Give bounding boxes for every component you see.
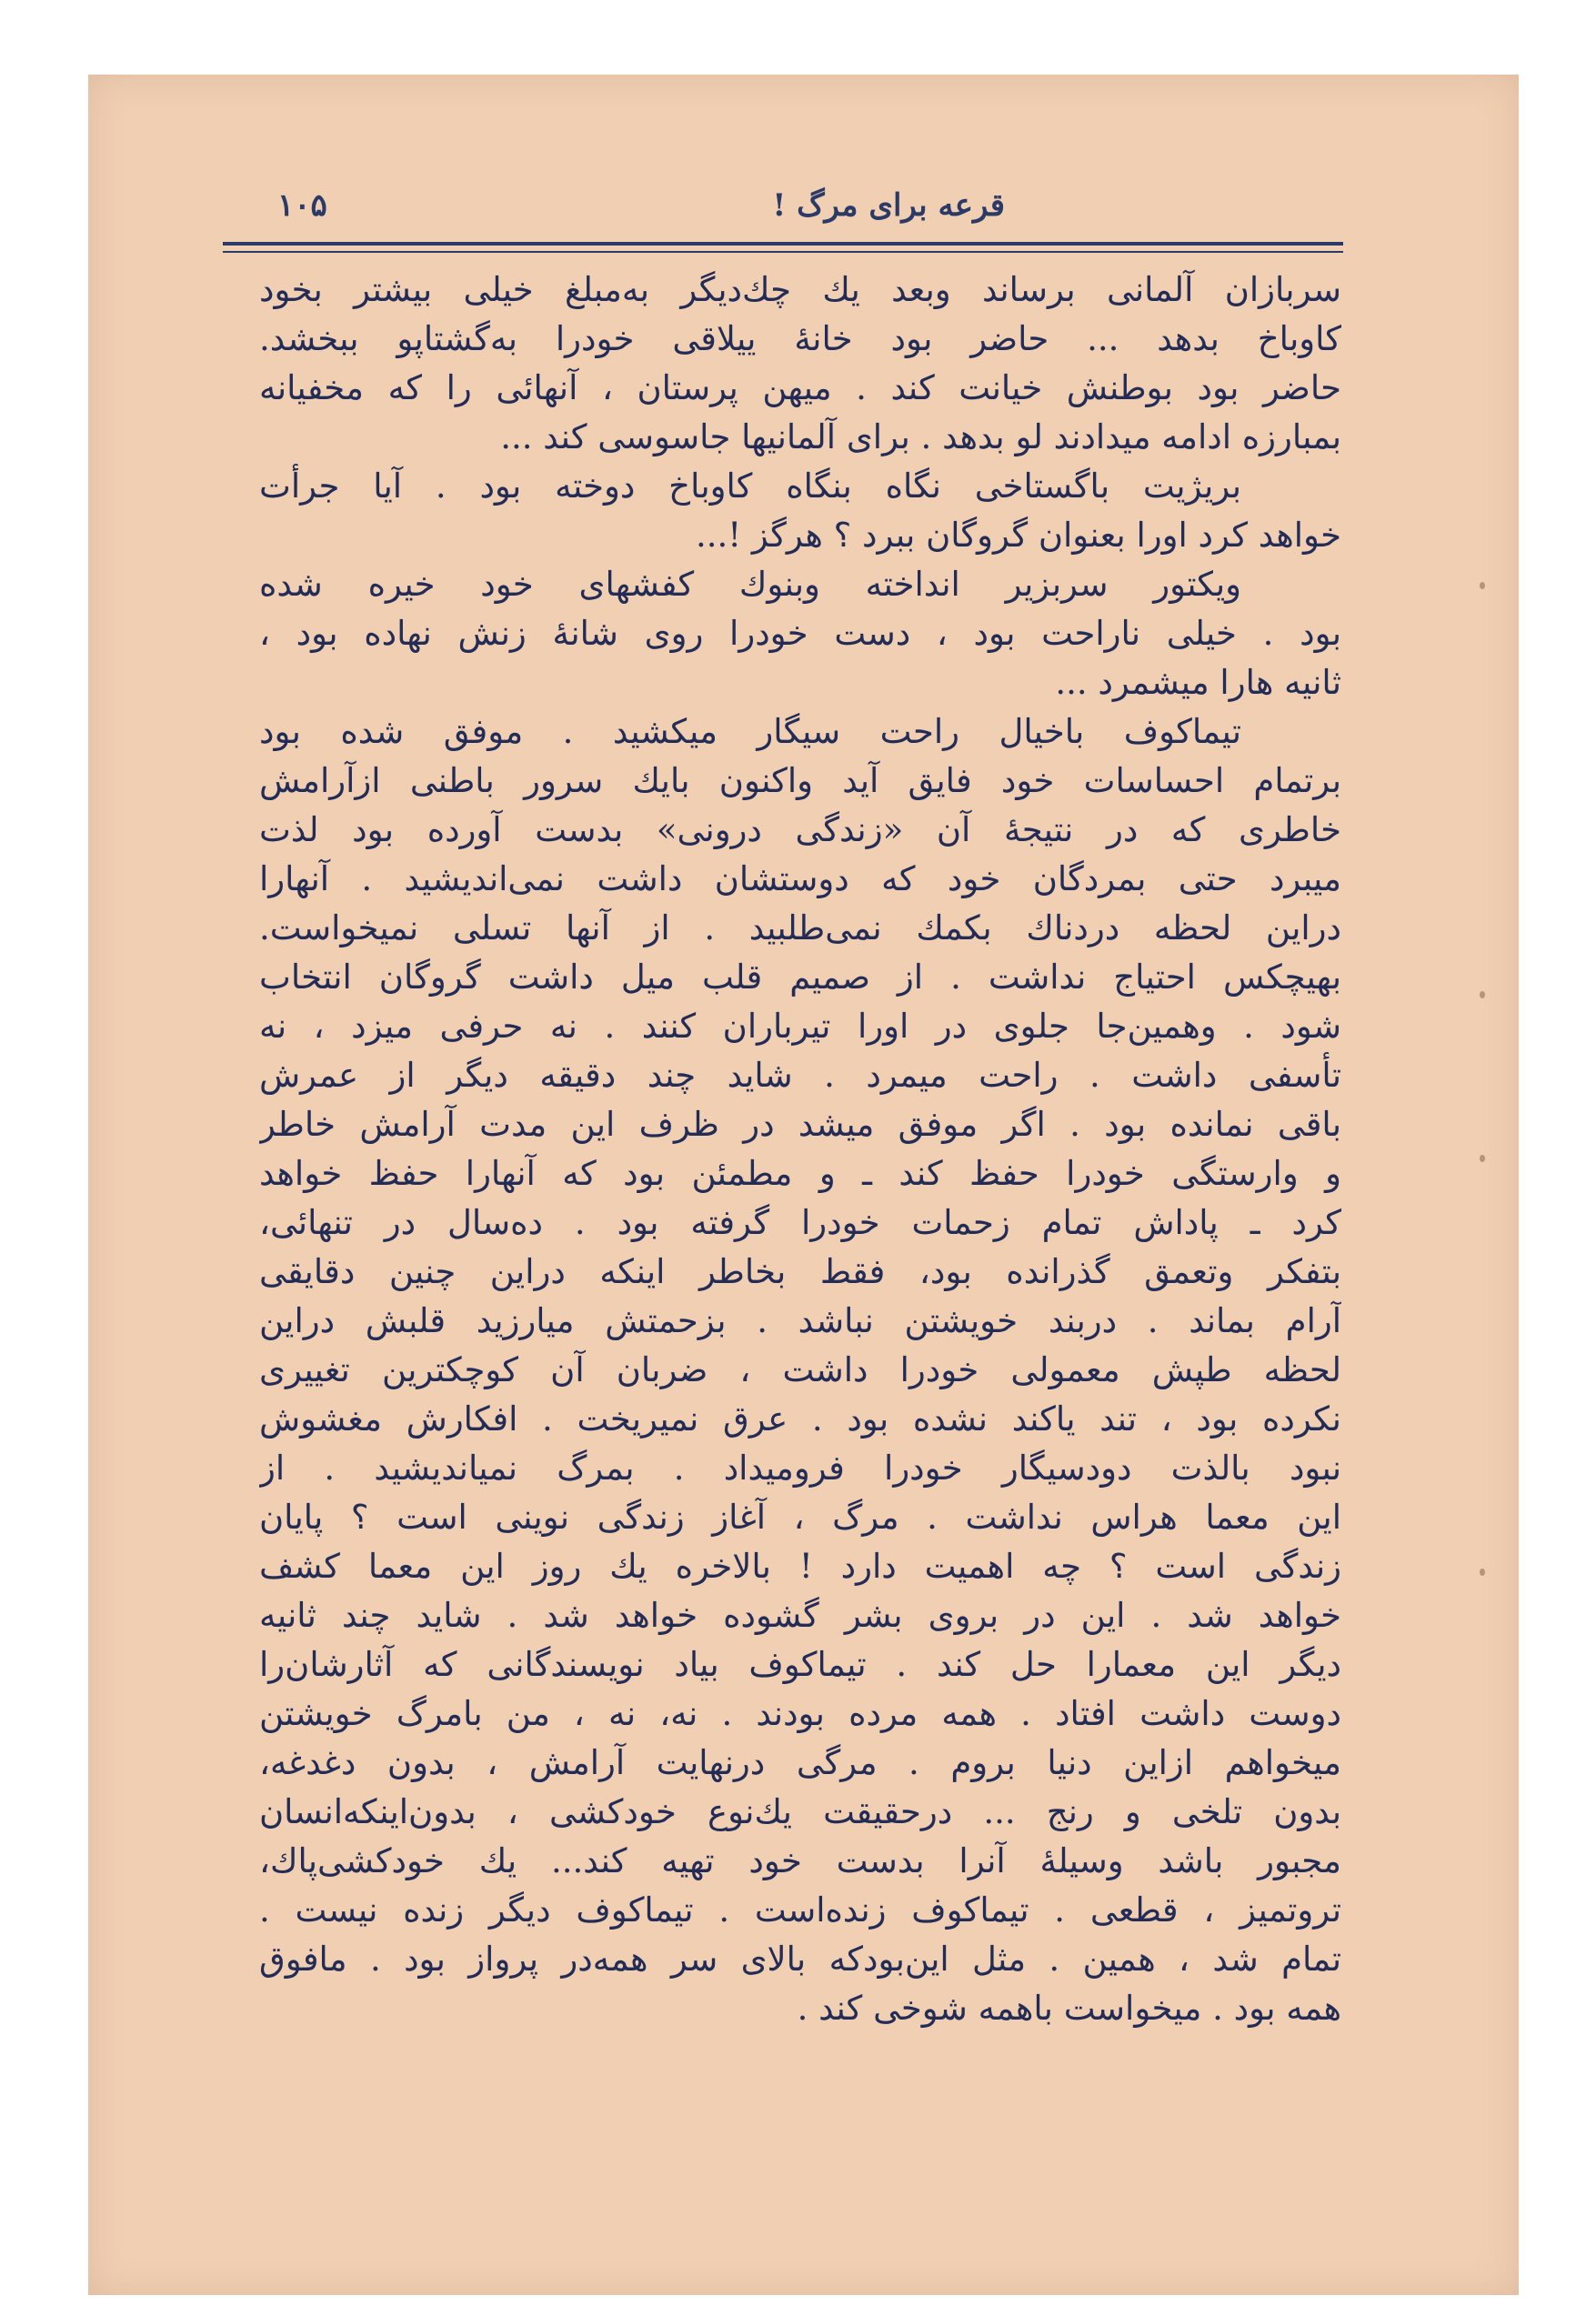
body-text — [259, 266, 1341, 2033]
text-line: شود . وهمین‌جا جلوی در اورا تیرباران کنند . نه حرفی میزد ، نه — [259, 1007, 1341, 1046]
text-line: حاضر بود بوطنش خیانت کند . میهن پرستان ، آنهائی را که مخفیانه — [259, 368, 1341, 407]
running-title: قرعه برای مرگ ! — [772, 187, 1005, 224]
header-rule-thin — [223, 251, 1343, 253]
text-line: خواهد کرد اورا بعنوان گروگان ببرد ؟ هرگز !... — [695, 516, 1341, 555]
punch-hole — [1480, 1569, 1485, 1576]
text-line: و وارستگی خودرا حفظ کند ـ و مطمئن بود که آنهارا حفظ خواهد — [259, 1154, 1341, 1193]
text-line: تأسفی داشت . راحت میمرد . شاید چند دقیقه دیگر از عمرش — [259, 1056, 1341, 1095]
text-line: برتمام احساسات خود فایق آید واکنون بایك سرور باطنی ازآرامش — [259, 761, 1341, 800]
text-line: بهیچکس احتیاج نداشت . از صمیم قلب میل داشت گروگان انتخاب — [259, 957, 1341, 997]
text-line: دراین لحظه دردناك بکمك نمی‌طلبید . از آنها تسلی نمیخواست. — [259, 908, 1341, 947]
text-line: ثانیه هارا میشمرد ... — [1055, 663, 1341, 702]
text-line: میبرد حتی بمردگان خود که دوستشان داشت نمی‌اندیشید . آنهارا — [259, 859, 1341, 898]
text-line: خواهد شد . این در بروی بشر گشوده خواهد شد . شاید چند ثانیه — [259, 1596, 1341, 1635]
text-line: بتفکر وتعمق گذرانده بود، فقط بخاطر اینکه دراین چنین دقایقی — [259, 1252, 1341, 1291]
punch-hole — [1480, 582, 1485, 589]
text-line: کرد ـ پاداش تمام زحمات خودرا گرفته بود . ده‌سال در تنهائی، — [259, 1203, 1341, 1242]
text-line: تمام شد ، همین . مثل این‌بودکه بالای سر همه‌در پرواز بود . مافوق — [259, 1940, 1341, 1979]
text-line: نبود بالذت دودسیگار خودرا فرومیداد . بمرگ نمیاندیشید . از — [259, 1449, 1341, 1488]
text-line: بمبارزه ادامه میدادند لو بدهد . برای آلمانیها جاسوسی کند ... — [500, 417, 1341, 456]
text-line: این معما هراس نداشت . مرگ ، آغاز زندگی نوینی است ؟ پایان — [259, 1498, 1341, 1537]
text-line: خاطری که در نتیجهٔ آن «زندگی درونی» بدست آورده بود لذت — [259, 810, 1341, 849]
text-line: بود . خیلی ناراحت بود ، دست خودرا روی شانهٔ زنش نهاده بود ، — [259, 614, 1341, 653]
text-line: نکرده بود ، تند یاکند نشده بود . عرق نمیریخت . افکارش مغشوش — [259, 1399, 1341, 1439]
page-number: ۱۰۵ — [277, 187, 327, 224]
punch-hole — [1480, 1155, 1485, 1162]
text-line: همه بود . میخواست باهمه شوخی کند . — [797, 1989, 1341, 2028]
text-line: باقی نمانده بود . اگر موفق میشد در ظرف این مدت آرامش خاطر — [259, 1105, 1341, 1144]
text-line: ویکتور سربزیر انداخته وبنوك کفشهای خود خیره شده — [259, 565, 1241, 604]
text-line: میخواهم ازاین دنیا بروم . مرگی درنهایت آرامش ، بدون دغدغه، — [259, 1743, 1341, 1782]
text-line: لحظه طپش معمولی خودرا داشت ، ضربان آن کوچکترین تغییری — [259, 1350, 1341, 1389]
text-line: سربازان آلمانی برساند وبعد یك چك‌دیگر به‌مبلغ خیلی بیشتر بخود — [259, 270, 1341, 309]
text-line: تروتمیز ، قطعی . تیماکوف زنده‌است . تیماکوف دیگر زنده نیست . — [259, 1890, 1341, 1930]
text-line: بریژیت باگستاخی نگاه بنگاه کاوباخ دوخته بود . آیا جرأت — [259, 466, 1241, 506]
header-rule-thick — [223, 242, 1343, 246]
text-line: تیماکوف باخیال راحت سیگار میکشید . موفق شده بود — [259, 712, 1241, 751]
punch-hole — [1480, 991, 1485, 998]
text-line: دیگر این معمارا حل کند . تیماکوف بیاد نویسندگانی که آثارشان‌را — [259, 1645, 1341, 1684]
text-line: کاوباخ بدهد ... حاضر بود خانهٔ ییلاقی خودرا به‌گشتاپو ببخشد. — [259, 319, 1341, 358]
text-line: بدون تلخی و رنج ... درحقیقت یك‌نوع خودکشی ، بدون‌اینکه‌انسان — [259, 1792, 1341, 1831]
text-line: دوست داشت افتاد . همه مرده بودند . نه، نه ، من بامرگ خویشتن — [259, 1694, 1341, 1733]
text-line: مجبور باشد وسیلهٔ آنرا بدست خود تهیه کند... یك خودکشی‌پاك، — [259, 1841, 1341, 1880]
text-line: زندگی است ؟ چه اهمیت دارد ! بالاخره یك روز این معما کشف — [259, 1547, 1341, 1586]
page-header — [177, 182, 1341, 246]
text-line: آرام بماند . دربند خویشتن نباشد . بزحمتش میارزید قلبش دراین — [259, 1301, 1341, 1340]
